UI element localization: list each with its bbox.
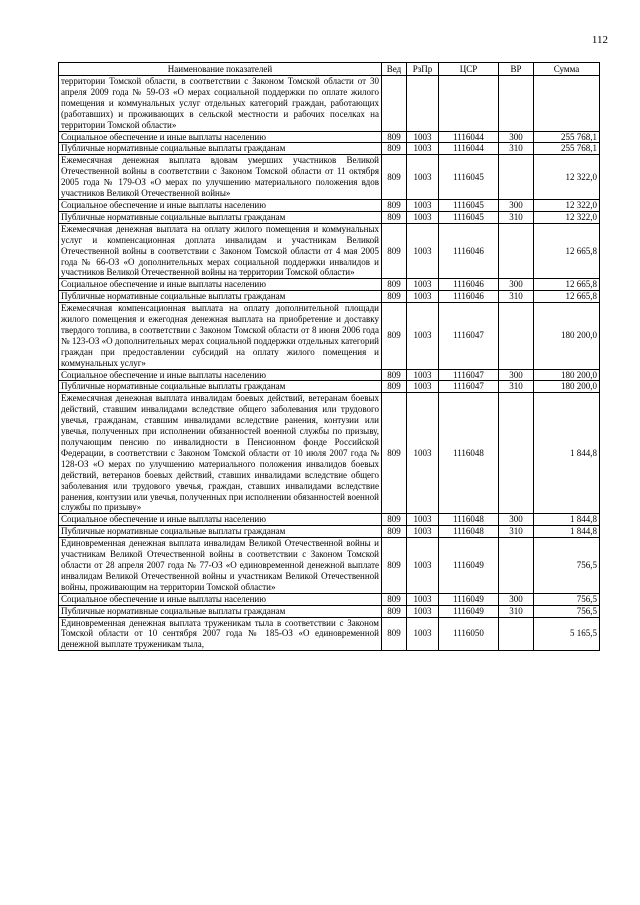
header-vr: ВР [499,63,534,76]
row-csr: 1116048 [439,393,499,514]
row-ved: 809 [382,223,407,279]
table-row [59,211,600,223]
row-vr [499,617,534,651]
row-vr: 310 [499,381,534,393]
table-row [59,393,600,514]
table-row [59,593,600,605]
table-header-row [59,63,600,76]
row-name: Публичные нормативные социальные выплаты гражданам [59,211,382,223]
header-sum: Сумма [534,63,600,76]
header-ved: Вед [382,63,407,76]
row-csr: 1116045 [439,211,499,223]
row-sum: 180 200,0 [534,303,600,369]
row-vr: 310 [499,605,534,617]
row-rzpr: 1003 [407,605,439,617]
row-vr: 310 [499,211,534,223]
table-row [59,155,600,200]
row-csr: 1116049 [439,538,499,594]
row-ved: 809 [382,538,407,594]
row-rzpr: 1003 [407,526,439,538]
row-csr: 1116049 [439,593,499,605]
row-sum: 255 768,1 [534,131,600,143]
row-name: Единовременная денежная выплата труженикам тыла в соответствии с Законом Томской области от 10 сентября 2007 года № 185-ОЗ «О единовременной денежной выплате труженикам тыла, [59,617,382,651]
row-sum: 12 322,0 [534,199,600,211]
row-vr [499,76,534,132]
row-rzpr: 1003 [407,223,439,279]
row-name: Ежемесячная денежная выплата на оплату жилого помещения и коммунальных услуг и компенсационная доплата инвалидам и участникам Великой Отечественной войны в соответствии с Законом Томской области от 4 мая 2005 года № 66-ОЗ «О дополнительных мерах социальной поддержки инвалидов и участников Великой Отечественной войны на территории Томской области» [59,223,382,279]
row-sum: 255 768,1 [534,143,600,155]
row-name: Публичные нормативные социальные выплаты гражданам [59,291,382,303]
row-vr [499,538,534,594]
row-rzpr: 1003 [407,131,439,143]
table-row [59,526,600,538]
table-row [59,303,600,369]
row-rzpr: 1003 [407,514,439,526]
row-rzpr: 1003 [407,199,439,211]
row-ved: 809 [382,291,407,303]
row-sum: 12 665,8 [534,291,600,303]
row-name: Социальное обеспечение и иные выплаты населению [59,279,382,291]
row-ved: 809 [382,526,407,538]
row-csr: 1116047 [439,369,499,381]
header-csr: ЦСР [439,63,499,76]
row-sum: 756,5 [534,538,600,594]
row-ved: 809 [382,199,407,211]
row-csr: 1116045 [439,199,499,211]
row-sum: 180 200,0 [534,369,600,381]
row-csr: 1116048 [439,526,499,538]
row-rzpr: 1003 [407,155,439,200]
row-ved: 809 [382,143,407,155]
row-ved: 809 [382,303,407,369]
row-csr: 1116047 [439,303,499,369]
header-rzpr: РзПр [407,63,439,76]
row-vr [499,155,534,200]
row-name: территории Томской области, в соответствии с Законом Томской области от 30 апреля 2009 года № 59-ОЗ «О мерах социальной поддержки по оплате жилого помещения и коммунальных услуг отдельных категорий граждан, работающих (работавших) и проживающих в сельской местности и рабочих поселках на территории Томской области» [59,76,382,132]
row-ved: 809 [382,131,407,143]
row-rzpr: 1003 [407,211,439,223]
table-row [59,538,600,594]
table-row [59,143,600,155]
row-ved [382,76,407,132]
row-ved: 809 [382,279,407,291]
row-ved: 809 [382,617,407,651]
row-name: Ежемесячная компенсационная выплата на оплату дополнительной площади жилого помещения и ежегодная денежная выплата на приобретение и доставку твердого топлива, в соответствии с Законом Томской области от 8 июня 2006 года № 123-ОЗ «О дополнительных мерах социальной поддержки отдельных категорий граждан при предоставлении субсидий на оплату жилого помещения и коммунальных услуг» [59,303,382,369]
table-row [59,617,600,651]
row-rzpr: 1003 [407,369,439,381]
row-sum: 1 844,8 [534,526,600,538]
row-rzpr: 1003 [407,393,439,514]
row-vr [499,223,534,279]
row-rzpr: 1003 [407,279,439,291]
table-row [59,199,600,211]
row-name: Ежемесячная денежная выплата вдовам умерших участников Великой Отечественной войны в соответствии с Законом Томской области от 11 октября 2005 года № 179-ОЗ «О мерах по улучшению материального положения вдов участников Великой Отечественной войны» [59,155,382,200]
row-sum [534,76,600,132]
row-rzpr: 1003 [407,617,439,651]
page-number: 112 [591,34,608,46]
row-vr: 300 [499,593,534,605]
row-ved: 809 [382,605,407,617]
table-row [59,76,600,132]
row-ved: 809 [382,593,407,605]
table-row [59,605,600,617]
row-ved: 809 [382,393,407,514]
row-sum: 756,5 [534,605,600,617]
row-vr [499,393,534,514]
table-row [59,381,600,393]
row-vr: 300 [499,369,534,381]
row-name: Публичные нормативные социальные выплаты гражданам [59,526,382,538]
budget-table [58,62,600,651]
row-sum: 5 165,5 [534,617,600,651]
row-name: Социальное обеспечение и иные выплаты населению [59,199,382,211]
row-vr: 300 [499,279,534,291]
row-sum: 1 844,8 [534,514,600,526]
row-rzpr: 1003 [407,381,439,393]
row-sum: 756,5 [534,593,600,605]
row-rzpr: 1003 [407,143,439,155]
row-name: Социальное обеспечение и иные выплаты населению [59,514,382,526]
row-vr: 310 [499,526,534,538]
row-csr: 1116044 [439,143,499,155]
table-row [59,369,600,381]
header-name: Наименование показателей [59,63,382,76]
row-sum: 12 665,8 [534,223,600,279]
row-csr: 1116044 [439,131,499,143]
row-name: Социальное обеспечение и иные выплаты населению [59,131,382,143]
row-name: Публичные нормативные социальные выплаты гражданам [59,381,382,393]
row-ved: 809 [382,155,407,200]
row-name: Социальное обеспечение и иные выплаты населению [59,593,382,605]
row-vr: 300 [499,199,534,211]
row-sum: 12 665,8 [534,279,600,291]
row-ved: 809 [382,211,407,223]
row-csr: 1116046 [439,279,499,291]
row-rzpr: 1003 [407,291,439,303]
row-name: Единовременная денежная выплата инвалидам Великой Отечественной войны и участникам Великой Отечественной войны в соответствии с Законом Томской области от 28 апреля 2007 года № 77-ОЗ «О единовременной денежной выплате инвалидам Великой Отечественной войны и участникам Великой Отечественной войны, проживающим на территории Томской области» [59,538,382,594]
row-vr: 300 [499,131,534,143]
row-name: Ежемесячная денежная выплата инвалидам боевых действий, ветеранам боевых действий, ставшим инвалидами вследствие общего заболевания или трудового увечья, гражданам, ставшим инвалидами вследствие ранения, контузии или увечья, полученных при исполнении обязанностей военной службы по призыву, получающим пенсию по инвалидности в Пенсионном фонде Российской Федерации, в соответствии с Законом Томской области от 10 июля 2007 года № 128-ОЗ «О мерах по улучшению материального положения инвалидов боевых действий, ветеранов боевых действий, ставших инвалидами вследствие общего заболевания или трудового увечья, граждан, ставших инвалидами вследствие ранения, контузии или увечья, полученных при исполнении обязанностей военной службы по призыву» [59,393,382,514]
row-vr: 310 [499,291,534,303]
row-csr: 1116046 [439,291,499,303]
row-name: Публичные нормативные социальные выплаты гражданам [59,143,382,155]
row-sum: 180 200,0 [534,381,600,393]
row-csr: 1116046 [439,223,499,279]
row-rzpr: 1003 [407,303,439,369]
table-row [59,514,600,526]
row-rzpr: 1003 [407,538,439,594]
row-csr: 1116045 [439,155,499,200]
row-sum: 1 844,8 [534,393,600,514]
row-sum: 12 322,0 [534,211,600,223]
row-vr [499,303,534,369]
row-name: Социальное обеспечение и иные выплаты населению [59,369,382,381]
row-ved: 809 [382,381,407,393]
row-rzpr: 1003 [407,593,439,605]
row-csr: 1116050 [439,617,499,651]
table-row [59,291,600,303]
row-csr: 1116047 [439,381,499,393]
row-rzpr [407,76,439,132]
row-vr: 300 [499,514,534,526]
table-row [59,223,600,279]
table-row [59,279,600,291]
table-body [59,76,600,651]
row-sum: 12 322,0 [534,155,600,200]
row-csr: 1116049 [439,605,499,617]
row-csr: 1116048 [439,514,499,526]
row-csr [439,76,499,132]
row-name: Публичные нормативные социальные выплаты гражданам [59,605,382,617]
row-ved: 809 [382,369,407,381]
row-ved: 809 [382,514,407,526]
table-row [59,131,600,143]
row-vr: 310 [499,143,534,155]
